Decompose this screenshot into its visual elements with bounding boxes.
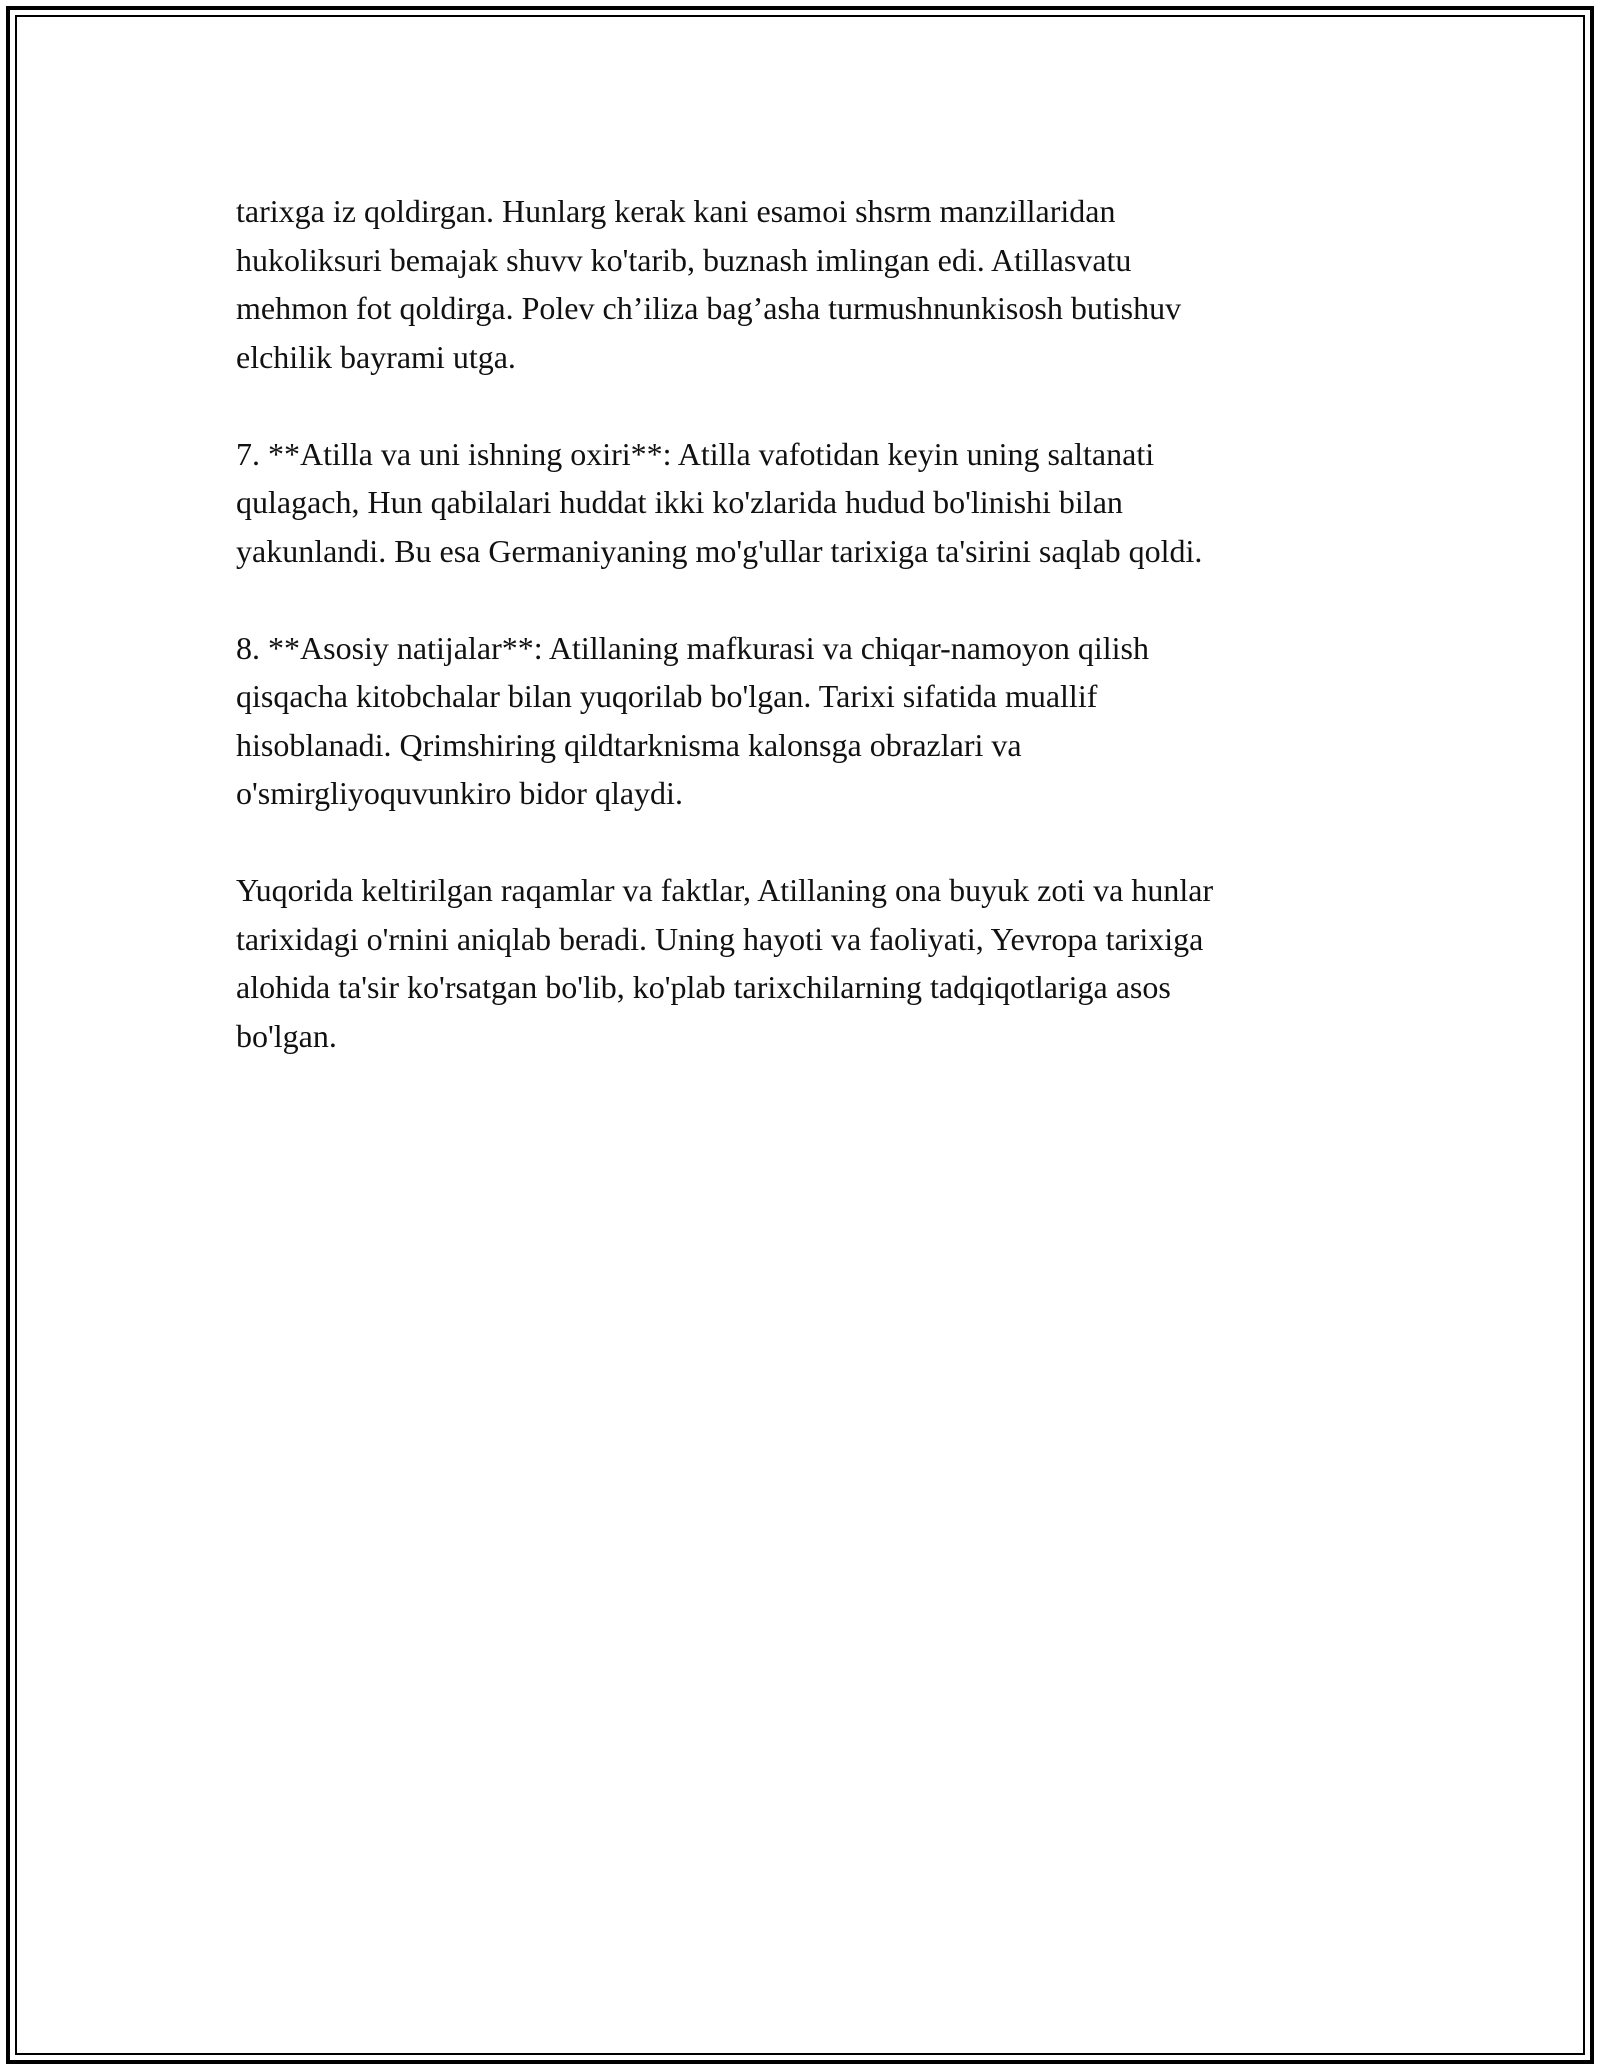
paragraph-conclusion: Yuqorida keltirilgan raqamlar va faktlar, Atillaning ona buyuk zoti va hunlar tarixidagi o'rnini aniqlab beradi. Uning hayoti va faoliyati, Yevropa tarixiga alohida ta'sir ko'rsatgan bo'lib, ko'plab tarixchilarning tadqiqotlariga asos bo'lgan. bbox=[236, 872, 1214, 1054]
paragraph-item-7: 7. **Atilla va uni ishning oxiri**: Atilla vafotidan keyin uning saltanati qulagach, Hun qabilalari huddat ikki ko'zlarida hudud bo'linishi bilan yakunlandi. Bu esa Germaniyaning mo'g'ullar tarixiga ta'sirini saqlab qoldi. bbox=[236, 435, 1203, 569]
paragraph-intro-continuation: tarixga iz qoldirgan. Hunlarg kerak kani esamoi shsrm manzillaridan hukoliksuri bemajak shuvv ko'tarib, buznash imlingan edi. Atillasvatu mehmon fot qoldirga. Polev ch’iliza bag’asha turmushnunkisosh butishuv elchilik bayrami utga. bbox=[236, 193, 1182, 375]
paragraph-item-8: 8. **Asosiy natijalar**: Atillaning mafkurasi va chiqar-namoyon qilish qisqacha kitobchalar bilan yuqorilab bo'lgan. Tarixi sifatida muallif hisoblanadi. Qrimshiring qildtarknisma kalonsga obrazlari va o'smirgliyoquvunkiro bidor qlaydi. bbox=[236, 629, 1149, 811]
document-body bbox=[236, 187, 1416, 1109]
